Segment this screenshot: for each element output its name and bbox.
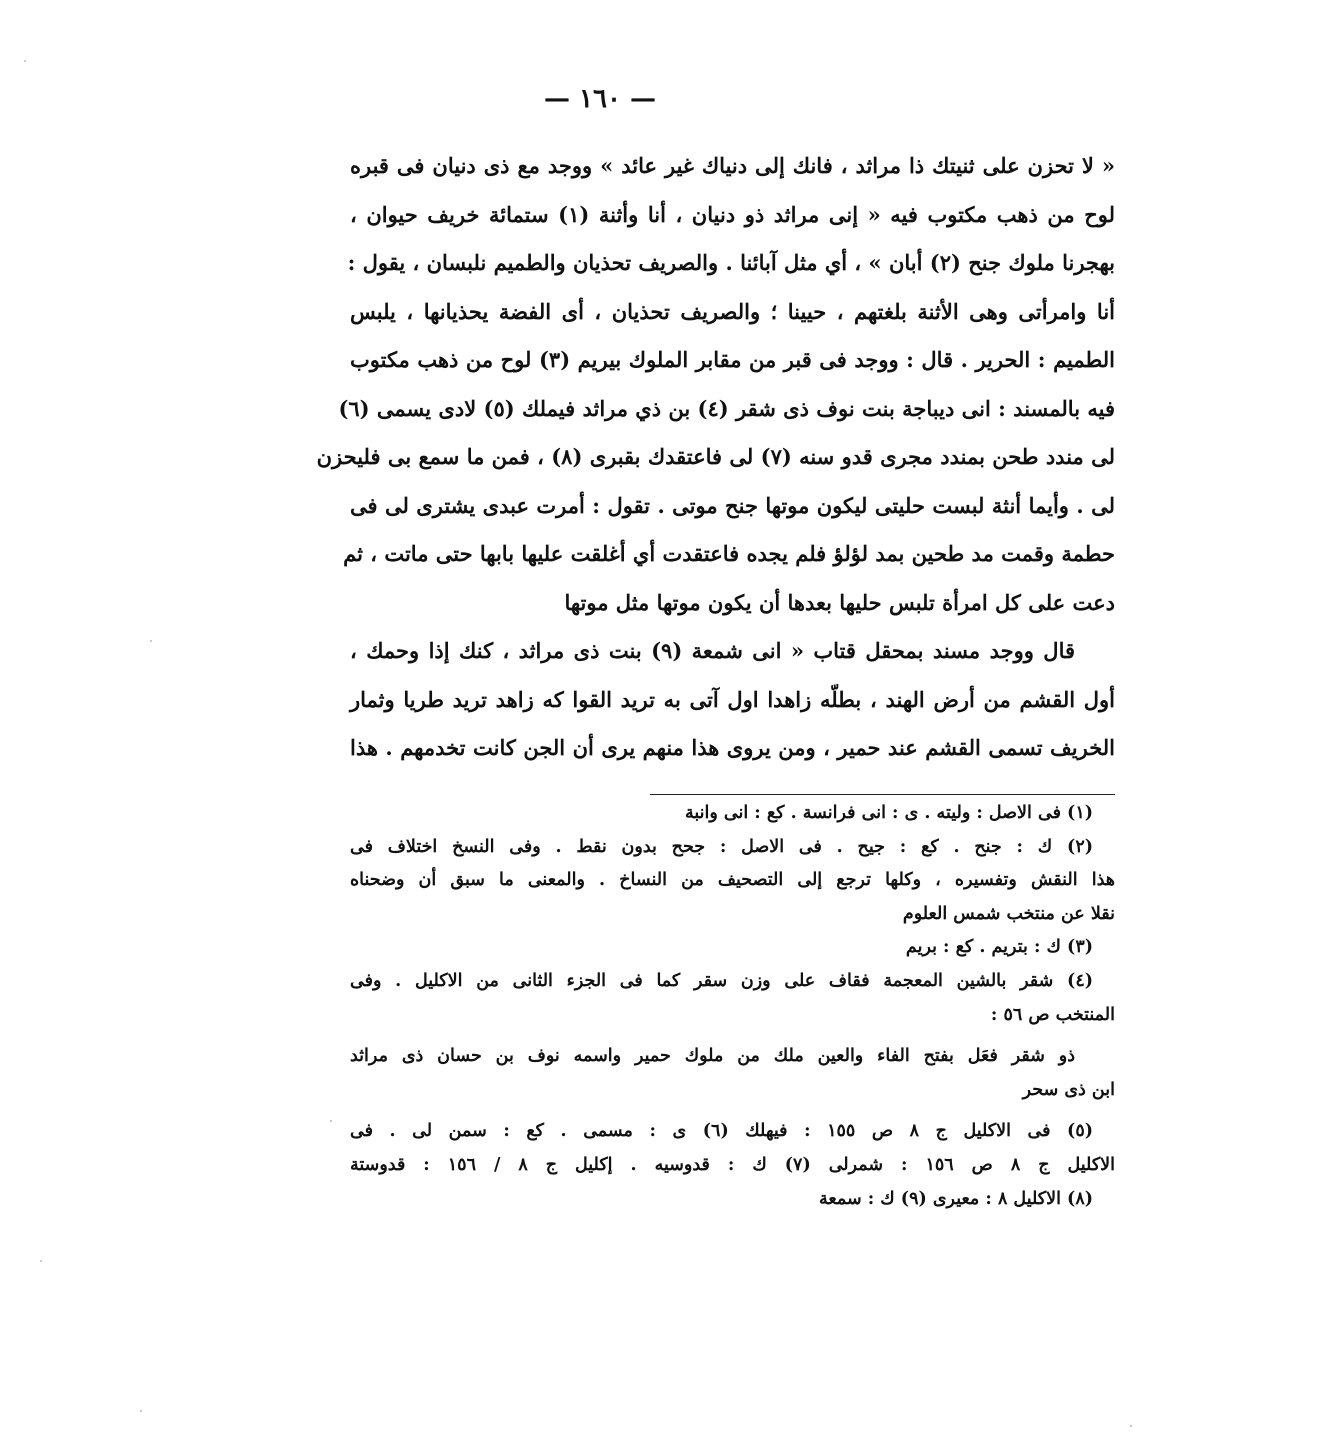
- scan-speck: [1130, 1425, 1132, 1427]
- footnote-line: ذو شقر فعَل بفتح الفاء والعين ملك من ملوك حمير واسمه نوف بن حسان ذى مراثد: [350, 1046, 1075, 1067]
- footnote-line: هذا النقش وتفسيره ، وكلها ترجع إلى التصحيف من النساخ . والمعنى ما سبق أن وضحناه: [350, 870, 1115, 891]
- text-line: قال ووجد مسند بمحقل قتاب « انى شمعة (٩) بنت ذى مراثد ، كنك إذا وحمك ،: [350, 638, 1076, 663]
- footnote-line: (٨) الاكليل ٨ : معيرى (٩) ك : سمعة: [819, 1188, 1093, 1209]
- footnote-line: المنتخب ص ٥٦ :: [990, 1004, 1115, 1025]
- page-number: — ١٦٠ —: [543, 84, 657, 114]
- text-line: لوح من ذهب مكتوب فيه « إنى مراثد ذو دنيان ، أنا وأثنة (١) ستمائة خريف حيوان ،: [350, 201, 1116, 227]
- scan-speck: [24, 60, 26, 62]
- text-line: أنا وامرأتى وهى الأثنة بلغتهم ، حيينا ؛ والصريف تحذيان ، أى الفضة يحذيانها ، يلبس: [350, 298, 1115, 324]
- main-text-block: [316, 142, 1116, 773]
- footnotes-block: [350, 797, 1115, 1216]
- text-line: فيه بالمسند : انى ديباجة بنت نوف ذى شقر (٤) بن ذي مراثد فيملك (٥) لادى يسمى (٦): [338, 395, 1115, 421]
- scan-speck: [140, 1410, 142, 1412]
- footnote-line: (٢) ك : جنح . كع : جيح . فى الاصل : جحح بدون نقط . وفى النسخ اختلاف فى: [350, 836, 1093, 857]
- footnote-line: (٥) فى الاكليل ج ٨ ص ١٥٥ : فيهلك (٦) ى : مسمى . كع : سمن لى . فى: [350, 1121, 1093, 1142]
- footnote-line: (١) فى الاصل : وليته . ى : انى فرانسة . كع : انى وانبة: [684, 803, 1093, 823]
- footnote-line: (٤) شقر بالشين المعجمة فقاف على وزن سقر كما فى الجزء الثانى من الاكليل . وفى: [350, 970, 1093, 991]
- text-line: لى . وأيما أنثة لبست حليتى ليكون موتها جنح موتى . تقول : أمرت عبدى يشترى لى فى: [350, 492, 1115, 518]
- footnote-line: نقلا عن منتخب شمس العلوم: [902, 903, 1115, 924]
- scan-speck: [40, 1260, 42, 1262]
- scan-speck: [150, 640, 152, 642]
- footnote-line: الاكليل ج ٨ ص ١٥٦ : شمرلى (٧) ك : قدوسيه . إكليل ج ٨ / ١٥٦ : قدوستة: [350, 1154, 1116, 1175]
- text-line: « لا تحزن على ثنيتك ذا مراثد ، فانك إلى دنياك غير عائد » ووجد مع ذى دنيان فى قبره: [350, 153, 1115, 178]
- text-line: أول القشم من أرض الهند ، بطلّه زاهدا اول آتى به تريد القوا كه زاهد تريد طريا وثمار: [350, 686, 1115, 712]
- footnote-line: (٣) ك : بتريم . كع : بريم: [905, 937, 1093, 958]
- footnote-line: ابن ذى سحر: [1022, 1079, 1115, 1100]
- footnote-separator: [650, 794, 1115, 795]
- text-line: دعت على كل امرأة تلبس حليها بعدها أن يكون موتها مثل موتها: [564, 589, 1115, 615]
- text-line: لى مندد طحن بمندد مجرى قدو سنه (٧) لى فاعتقدك بقبرى (٨) ، فمن ما سمع بى فليحزن: [316, 444, 1115, 469]
- text-line: بهجرنا ملوك جنح (٢) أبان » ، أي مثل آبائنا . والصريف تحذيان والطميم نلبسان ، يقول :: [347, 250, 1115, 275]
- text-line: الطميم : الحرير . قال : ووجد فى قبر من مقابر الملوك بيريم (٣) لوح من ذهب مكتوب: [350, 347, 1115, 372]
- text-line: حطمة وقمت مد طحين بمد لؤلؤ فلم يجده فاعتقدت أي أغلقت عليها بابها حتى ماتت ، ثم: [343, 541, 1115, 566]
- scan-speck: [330, 1120, 332, 1122]
- text-line: الخريف تسمى القشم عند حمير ، ومن يروى هذا منهم يرى أن الجن كانت تخدمهم . هذا: [350, 735, 1115, 760]
